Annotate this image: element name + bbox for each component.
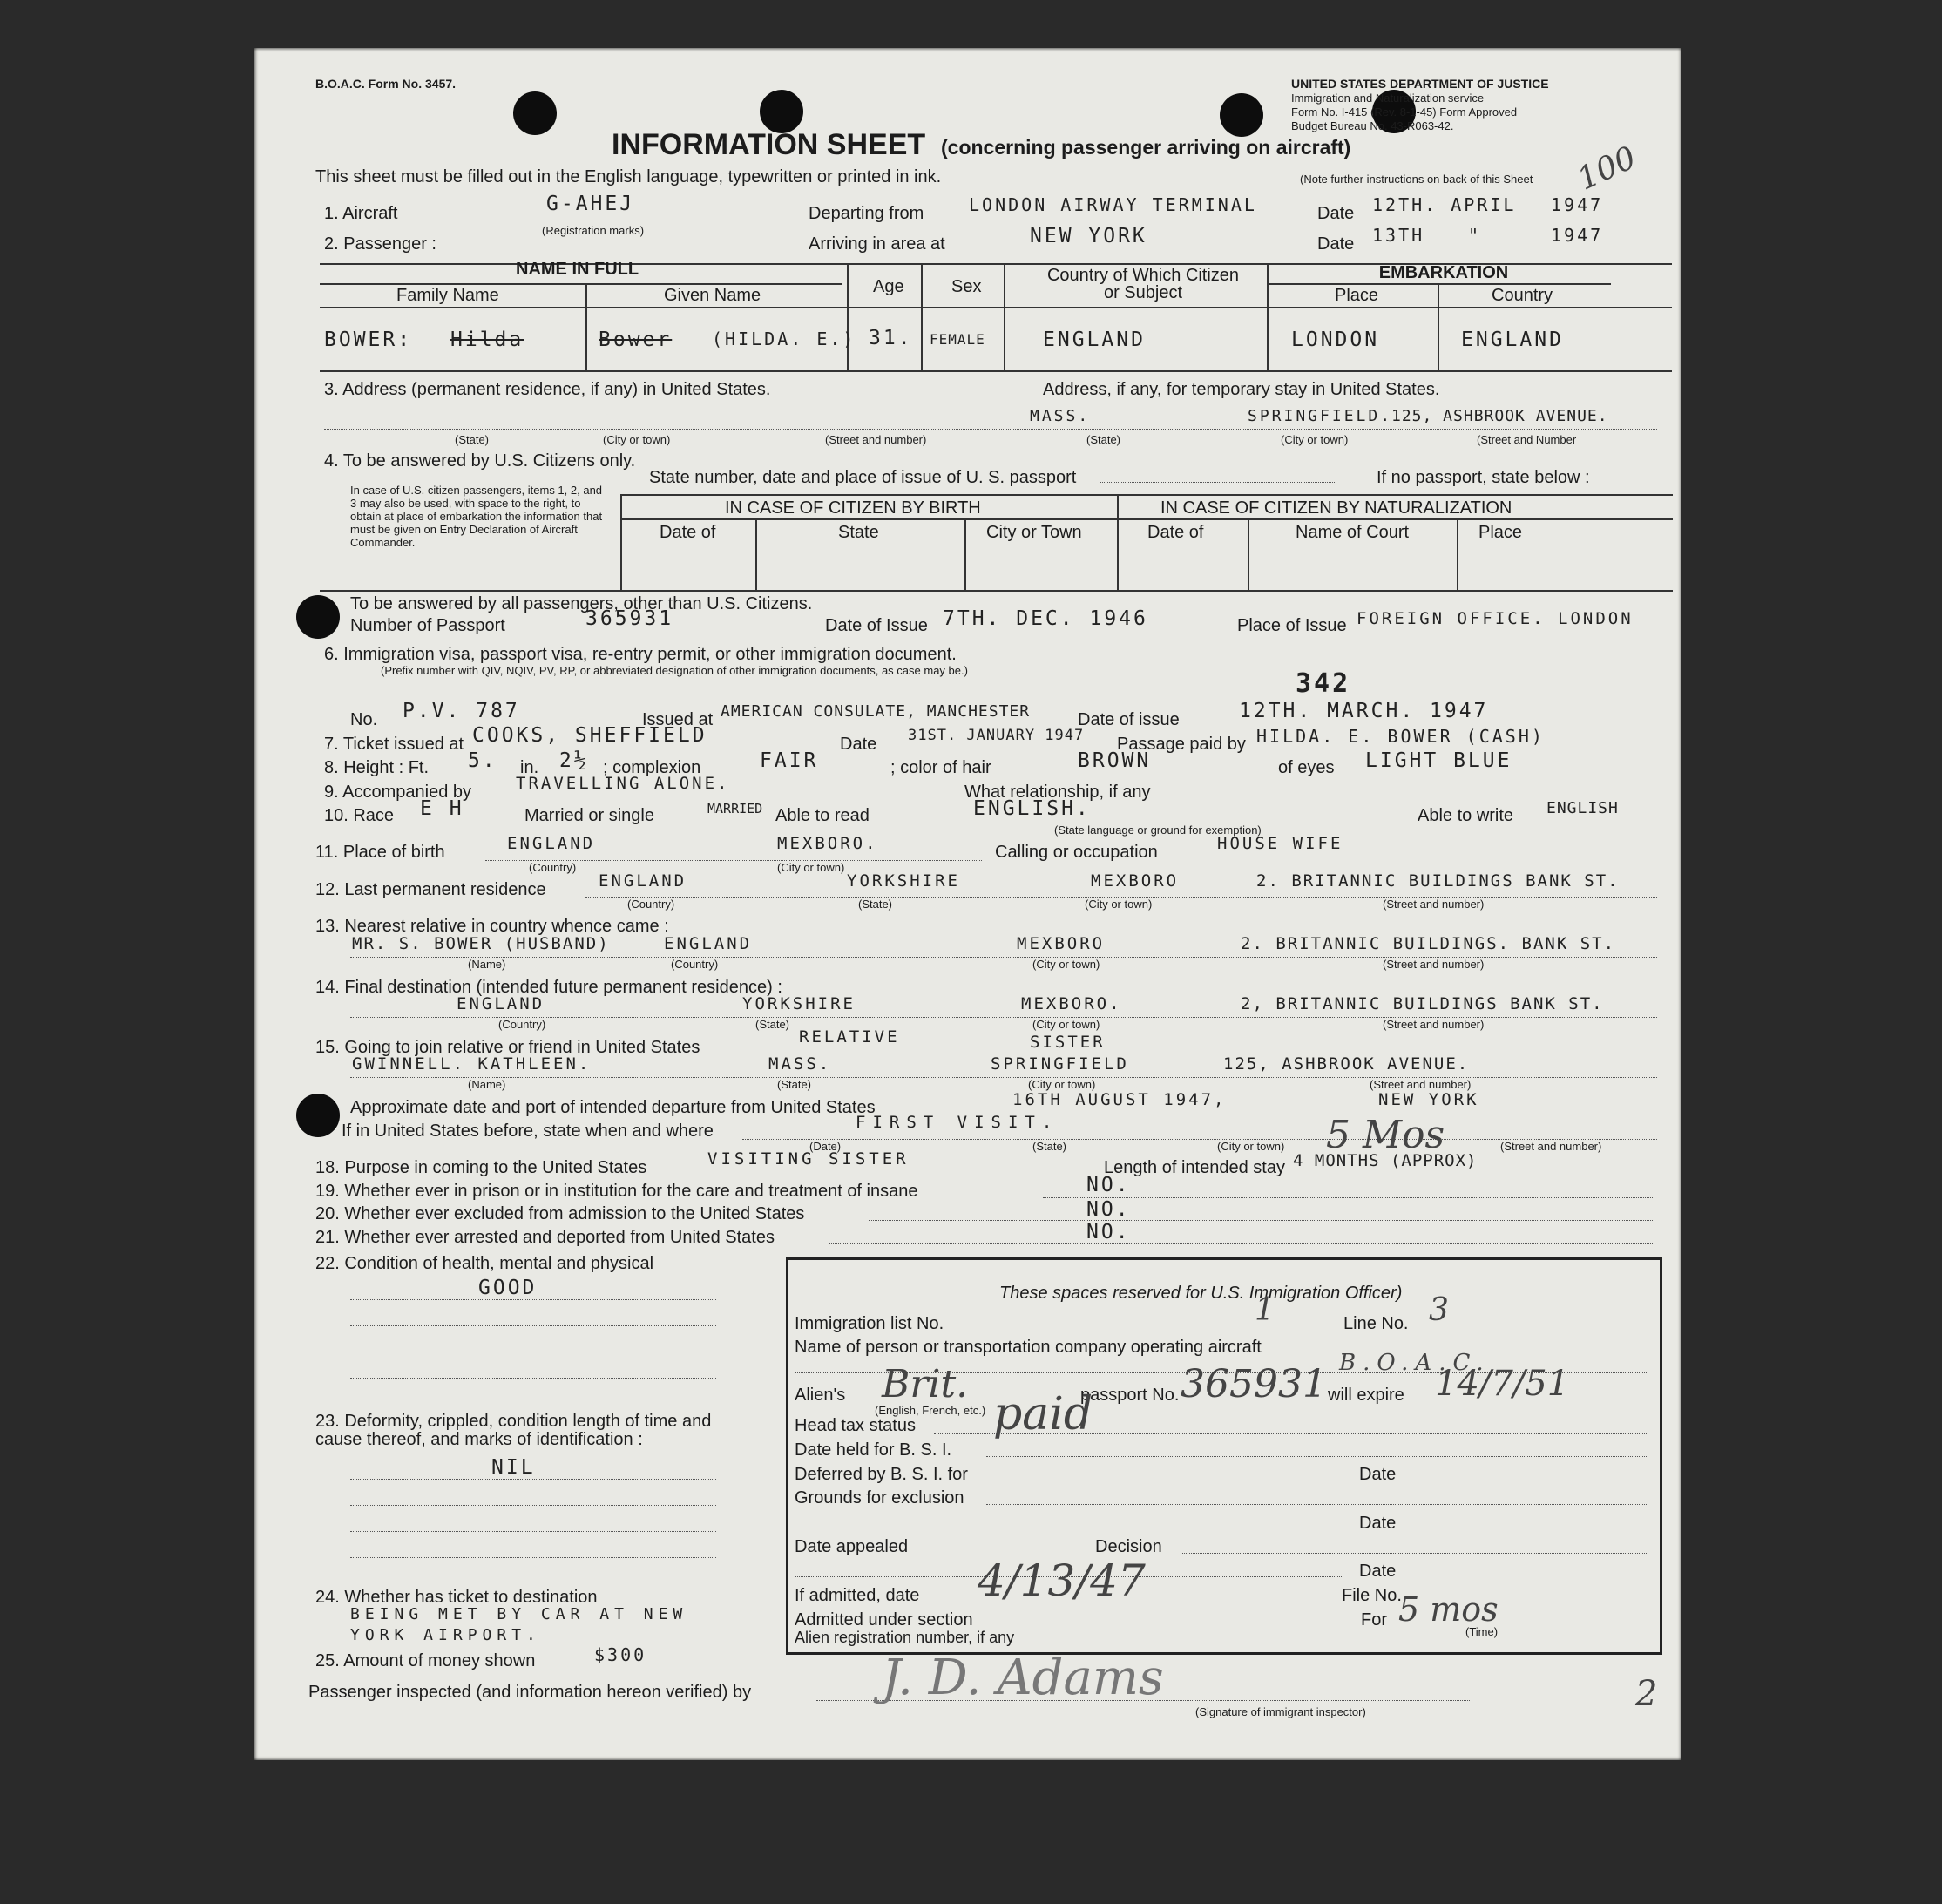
name-caption: (Name) <box>468 958 506 971</box>
street-caption: (Street and number) <box>1500 1140 1602 1153</box>
state-header: State <box>838 523 879 542</box>
state-caption: (State) <box>858 898 893 911</box>
alien-reg-label: Alien registration number, if any <box>795 1629 1015 1646</box>
service: Immigration and Naturalization service <box>1291 91 1485 105</box>
inspected-label: Passenger inspected (and information hereon verified) by <box>308 1683 752 1702</box>
date-label: Date <box>840 735 877 754</box>
q24-label: 24. Whether has ticket to destination <box>315 1588 598 1607</box>
issued-at-label: Issued at <box>642 710 714 729</box>
stay-label: Length of intended stay <box>1104 1158 1285 1177</box>
read-label: Able to read <box>775 806 870 825</box>
height-ft-value: 5. <box>468 749 497 772</box>
temp-street-value: 125, ASHBROOK AVENUE. <box>1391 407 1608 425</box>
depart-date-value: 16TH AUGUST 1947, <box>1012 1090 1227 1109</box>
place-issue-label: Place of Issue <box>1237 616 1347 635</box>
information-sheet <box>254 48 1681 1760</box>
date-label: Date <box>1317 204 1355 223</box>
given-name-header: Given Name <box>664 286 761 305</box>
join-name-value: GWINNELL. KATHLEEN. <box>352 1054 592 1074</box>
q21-label: 21. Whether ever arrested and deported from United States <box>315 1228 775 1247</box>
nationality-caption: (English, French, etc.) <box>875 1404 986 1417</box>
state-caption: (State) <box>455 433 490 446</box>
by-birth-header: IN CASE OF CITIZEN BY BIRTH <box>725 498 981 518</box>
hair-label: ; color of hair <box>890 758 991 777</box>
file-no-label: File No. <box>1342 1586 1402 1605</box>
eyes-label: of eyes <box>1278 758 1335 777</box>
q9-label: 9. Accompanied by <box>324 783 471 802</box>
family-name-value: BOWER: <box>324 329 413 351</box>
city-caption: (City or town) <box>1028 1078 1096 1091</box>
state-lang-caption: (State language or ground for exemption) <box>1054 823 1262 837</box>
visa-issued-value: AMERICAN CONSULATE, MANCHESTER <box>721 702 1031 721</box>
arr-date-value: 13TH <box>1372 225 1425 246</box>
q7-label: 7. Ticket issued at <box>324 735 464 754</box>
no-passport-label: If no passport, state below : <box>1377 468 1590 487</box>
q13-label: 13. Nearest relative in country whence came : <box>315 917 669 936</box>
age-header: Age <box>873 277 904 296</box>
q6-label: 6. Immigration visa, passport visa, re-entry permit, or other immigration document. <box>324 645 957 664</box>
write-value: ENGLISH <box>1546 799 1619 817</box>
country-caption: (Country) <box>671 958 719 971</box>
city-caption: (City or town) <box>1032 958 1100 971</box>
deferred-date-label: Date <box>1359 1465 1397 1484</box>
city-caption: (City or town) <box>1217 1140 1285 1153</box>
money-value: $300 <box>594 1644 647 1665</box>
street-caption: (Street and number) <box>825 433 927 446</box>
q23-label: 23. Deformity, crippled, condition length of time and cause thereof, and marks of identification : <box>315 1412 712 1449</box>
head-tax-label: Head tax status <box>795 1416 916 1435</box>
deformity-value: NIL <box>491 1456 536 1479</box>
court-header: Name of Court <box>1296 523 1410 542</box>
dest-state-value: YORKSHIRE <box>742 994 856 1013</box>
ticket-date-value: 31ST. JANUARY 1947 <box>908 727 1085 744</box>
visa-no-label: No. <box>350 710 378 729</box>
q11-label: 11. Place of birth <box>315 843 445 862</box>
res-country-value: ENGLAND <box>599 871 687 891</box>
passport-no-value: 365931 <box>585 607 674 630</box>
date-of-header: Date of <box>660 523 716 542</box>
date-of-header: Date of <box>1147 523 1204 542</box>
registration-label: (Registration marks) <box>542 224 645 237</box>
q17-label: If in United States before, state when and where <box>342 1121 714 1141</box>
relationship-label: What relationship, if any <box>964 783 1151 802</box>
admitted-date-value: 4/13/47 <box>978 1555 1146 1606</box>
expire-value: 14/7/51 <box>1435 1364 1570 1404</box>
q10-label: 10. Race <box>324 806 395 825</box>
join-rel-value: RELATIVE <box>799 1027 900 1047</box>
budget-number: Budget Bureau No. 43-R063-42. <box>1291 119 1454 132</box>
time-caption: (Time) <box>1465 1625 1499 1638</box>
aircraft-label: 1. Aircraft <box>324 204 398 223</box>
ticket-at-value: COOKS, SHEFFIELD <box>472 724 707 747</box>
place-header: Place <box>1335 286 1379 305</box>
depart-port-value: NEW YORK <box>1378 1090 1479 1109</box>
health-value: GOOD <box>478 1277 538 1299</box>
alien-passport-value: 365931 <box>1181 1362 1327 1406</box>
deferred-label: Deferred by B. S. I. for <box>795 1465 968 1484</box>
name-in-full-header: NAME IN FULL <box>516 260 639 279</box>
ticket-dest-value: BEING MET BY CAR AT NEW YORK AIRPORT. <box>350 1605 688 1644</box>
rel-country-value: ENGLAND <box>664 934 753 953</box>
instruction: This sheet must be filled out in the English language, typewritten or printed in ink. <box>315 167 942 186</box>
arr-year-value: 1947 <box>1551 225 1604 246</box>
prison-value: NO. <box>1086 1174 1131 1196</box>
paid-by-label: Passage paid by <box>1117 735 1246 754</box>
page-mark: 2 <box>1635 1674 1658 1714</box>
page-subtitle: (concerning passenger arriving on aircraft) <box>941 136 1351 159</box>
family-name-header: Family Name <box>396 286 499 305</box>
q5-label: To be answered by all passengers, other than U.S. Citizens. <box>350 594 813 613</box>
dest-country-value: ENGLAND <box>457 994 545 1013</box>
visa-date-value: 12TH. MARCH. 1947 <box>1239 700 1489 722</box>
q25-label: 25. Amount of money shown <box>315 1651 536 1670</box>
punch-hole <box>513 91 557 135</box>
q12-label: 12. Last permanent residence <box>315 880 546 899</box>
married-value: MARRIED <box>707 801 763 816</box>
embarkation-header: EMBARKATION <box>1378 263 1509 282</box>
passport-no2-label: passport No. <box>1080 1386 1180 1405</box>
sex-value: FEMALE <box>930 331 985 348</box>
complexion-label: ; complexion <box>603 758 701 777</box>
deported-value: NO. <box>1086 1221 1131 1243</box>
country-caption: (Country) <box>529 861 577 874</box>
city-header: City or Town <box>986 523 1082 542</box>
dep-date-value: 12TH. APRIL <box>1372 194 1517 215</box>
temp-city-value: SPRINGFIELD. <box>1248 407 1393 425</box>
occupation-label: Calling or occupation <box>995 843 1158 862</box>
res-state-value: YORKSHIRE <box>847 871 960 891</box>
appeal-date-label: Date <box>1359 1562 1397 1581</box>
state-caption: (State) <box>777 1078 812 1091</box>
temp-state-value: MASS. <box>1030 407 1091 425</box>
age-value: 31. <box>869 327 913 349</box>
citizen-header: Country of Which Citizen <box>1046 266 1240 285</box>
q4-label: 4. To be answered by U.S. Citizens only. <box>324 451 636 471</box>
complexion-value: FAIR <box>760 749 819 772</box>
join-sister-value: SISTER <box>1030 1033 1106 1052</box>
file-for-value: 5 mos <box>1398 1590 1499 1629</box>
aircraft-value: G-AHEJ <box>546 193 635 215</box>
punch-hole <box>296 1094 340 1137</box>
stay-correction: 5 Mos <box>1326 1113 1445 1157</box>
q3-label: 3. Address (permanent residence, if any) in United States. <box>324 380 771 399</box>
q8-label: 8. Height : Ft. <box>324 758 430 777</box>
admitted-date-label: If admitted, date <box>795 1586 920 1605</box>
eyes-value: LIGHT BLUE <box>1365 749 1512 772</box>
res-city-value: MEXBORO <box>1091 871 1180 891</box>
dep-year-value: 1947 <box>1551 194 1604 215</box>
form-number: B.O.A.C. Form No. 3457. <box>315 77 457 91</box>
passport-place-value: FOREIGN OFFICE. LONDON <box>1357 609 1634 628</box>
name-caption: (Name) <box>468 1078 506 1091</box>
hair-value: BROWN <box>1078 749 1152 772</box>
arriving-value: NEW YORK <box>1030 225 1147 247</box>
city-caption: (City or town) <box>777 861 845 874</box>
q18-label: 18. Purpose in coming to the United States <box>315 1158 647 1177</box>
emb-country-value: ENGLAND <box>1461 329 1564 351</box>
rel-city-value: MEXBORO <box>1017 934 1106 953</box>
country-header: Country <box>1492 286 1553 305</box>
reserved-caption: These spaces reserved for U.S. Immigration Officer) <box>999 1284 1403 1303</box>
list-no-value: 1 <box>1255 1292 1275 1328</box>
departing-label: Departing from <box>809 204 924 223</box>
in-label: in. <box>520 758 539 777</box>
immig-list-label: Immigration list No. <box>795 1314 944 1333</box>
head-tax-value: paid <box>993 1388 1093 1440</box>
street-caption: (Street and Number <box>1477 433 1577 446</box>
country-caption: (Country) <box>627 898 675 911</box>
alien-nat-value: Brit. <box>882 1362 969 1406</box>
decision-label: Decision <box>1095 1537 1162 1556</box>
emb-place-value: LONDON <box>1291 329 1380 351</box>
q15-label: 15. Going to join relative or friend in United States <box>315 1038 700 1057</box>
grounds-date-label: Date <box>1359 1514 1397 1533</box>
visa-date-label: Date of issue <box>1078 710 1180 729</box>
street-caption: (Street and number) <box>1383 958 1485 971</box>
country-caption: (Country) <box>498 1018 546 1031</box>
punch-hole <box>760 90 803 133</box>
place-header: Place <box>1478 523 1523 542</box>
date-issue-label: Date of Issue <box>825 616 928 635</box>
departing-value: LONDON AIRWAY TERMINAL <box>969 194 1257 215</box>
street-caption: (Street and number) <box>1370 1078 1472 1091</box>
date-caption: (Date) <box>809 1140 842 1153</box>
q14-label: 14. Final destination (intended future permanent residence) : <box>315 978 782 997</box>
citizen-value: ENGLAND <box>1043 329 1146 351</box>
struck-given: Bower <box>599 329 673 351</box>
dest-street-value: 2, BRITANNIC BUILDINGS BANK ST. <box>1241 994 1604 1013</box>
before-value: FIRST VISIT. <box>856 1113 1059 1132</box>
q6-note: (Prefix number with QIV, NQIV, PV, RP, or abbreviated designation of other immigration documents, as case may be.) <box>381 664 968 677</box>
visa-stamp: 342 <box>1296 668 1351 699</box>
by-nat-header: IN CASE OF CITIZEN BY NATURALIZATION <box>1160 498 1512 518</box>
passenger-label: 2. Passenger : <box>324 234 436 254</box>
join-street-value: 125, ASHBROOK AVENUE. <box>1223 1054 1470 1074</box>
company-value: B.O.A.C. <box>1339 1350 1491 1376</box>
punch-hole <box>296 595 340 639</box>
line-no-label: Line No. <box>1343 1314 1409 1333</box>
birth-country-value: ENGLAND <box>507 834 596 853</box>
excluded-value: NO. <box>1086 1198 1131 1221</box>
company-label: Name of person or transportation company operating aircraft <box>795 1338 1262 1357</box>
birth-city-value: MEXBORO. <box>777 834 878 853</box>
city-caption: (City or town) <box>1281 433 1349 446</box>
read-value: ENGLISH. <box>973 797 1091 820</box>
state-caption: (State) <box>1032 1140 1067 1153</box>
given-name-value: (HILDA. E.) <box>712 329 856 349</box>
line-no-value: 3 <box>1429 1292 1449 1328</box>
grounds-label: Grounds for exclusion <box>795 1488 964 1508</box>
us-passport-label: State number, date and place of issue of U. S. passport <box>649 468 1077 487</box>
state-caption: (State) <box>755 1018 790 1031</box>
city-caption: (City or town) <box>603 433 671 446</box>
city-caption: (City or town) <box>1032 1018 1100 1031</box>
q3b-label: Address, if any, for temporary stay in United States. <box>1043 380 1440 399</box>
arriving-label: Arriving in area at <box>809 234 945 254</box>
appealed-label: Date appealed <box>795 1537 909 1556</box>
purpose-value: VISITING SISTER <box>707 1149 910 1169</box>
paid-by-value: HILDA. E. BOWER (CASH) <box>1256 726 1545 747</box>
for-label: For <box>1361 1610 1387 1630</box>
state-caption: (State) <box>1086 433 1121 446</box>
res-street-value: 2. BRITANNIC BUILDINGS BANK ST. <box>1256 871 1620 891</box>
write-label: Able to write <box>1418 806 1514 825</box>
note: (Note further instructions on back of this Sheet <box>1300 173 1533 186</box>
punch-hole <box>1220 93 1263 137</box>
passport-date-value: 7TH. DEC. 1946 <box>943 607 1148 630</box>
form-number-2: Form No. I-415 (Rev. 8-1-45) Form Approved <box>1291 105 1518 119</box>
join-city-value: SPRINGFIELD <box>991 1054 1129 1074</box>
rel-name-value: MR. S. BOWER (HUSBAND) <box>352 934 610 953</box>
page-title: INFORMATION SHEET <box>612 128 926 161</box>
signature-caption: (Signature of immigrant inspector) <box>1195 1705 1366 1718</box>
expire-label: will expire <box>1328 1386 1404 1405</box>
inspector-signature: J. D. Adams <box>882 1650 1164 1706</box>
rel-street-value: 2. BRITANNIC BUILDINGS. BANK ST. <box>1241 934 1616 953</box>
visa-no-value: P.V. 787 <box>403 700 520 722</box>
join-state-value: MASS. <box>768 1054 832 1074</box>
sex-header: Sex <box>951 277 982 296</box>
q19-label: 19. Whether ever in prison or in institution for the care and treatment of insane <box>315 1182 918 1201</box>
city-caption: (City or town) <box>1085 898 1153 911</box>
q4-note: In case of U.S. citizen passengers, items 1, 2, and 3 may also be used, with space to the right, to obtain at place of embarkation the information that must be given on Entry Declaration of Aircraft Commander. <box>350 484 603 549</box>
accompanied-value: TRAVELLING ALONE. <box>516 774 730 793</box>
q20-label: 20. Whether ever excluded from admission to the United States <box>315 1204 805 1223</box>
margin-mark: 100 <box>1572 139 1642 198</box>
street-caption: (Street and number) <box>1383 898 1485 911</box>
department: UNITED STATES DEPARTMENT OF JUSTICE <box>1291 77 1549 91</box>
height-in-value: 2½ <box>559 749 589 772</box>
subject-header: or Subject <box>1103 283 1183 302</box>
arr-ditto: " <box>1468 225 1482 246</box>
q16-label: Approximate date and port of intended departure from United States <box>350 1098 876 1117</box>
street-caption: (Street and number) <box>1383 1018 1485 1031</box>
date-label: Date <box>1317 234 1355 254</box>
struck-family: Hilda <box>450 329 524 351</box>
occupation-value: HOUSE WIFE <box>1217 834 1343 853</box>
passport-no-label: Number of Passport <box>350 616 505 635</box>
section-label: Admitted under section <box>795 1610 973 1630</box>
date-held-label: Date held for B. S. I. <box>795 1440 952 1460</box>
q22-label: 22. Condition of health, mental and physical <box>315 1254 654 1273</box>
race-value: E H <box>420 797 464 820</box>
stay-value: 4 MONTHS (APPROX) <box>1293 1151 1478 1170</box>
dest-city-value: MEXBORO. <box>1021 994 1122 1013</box>
aliens-label: Alien's <box>795 1386 846 1405</box>
married-label: Married or single <box>524 806 654 825</box>
